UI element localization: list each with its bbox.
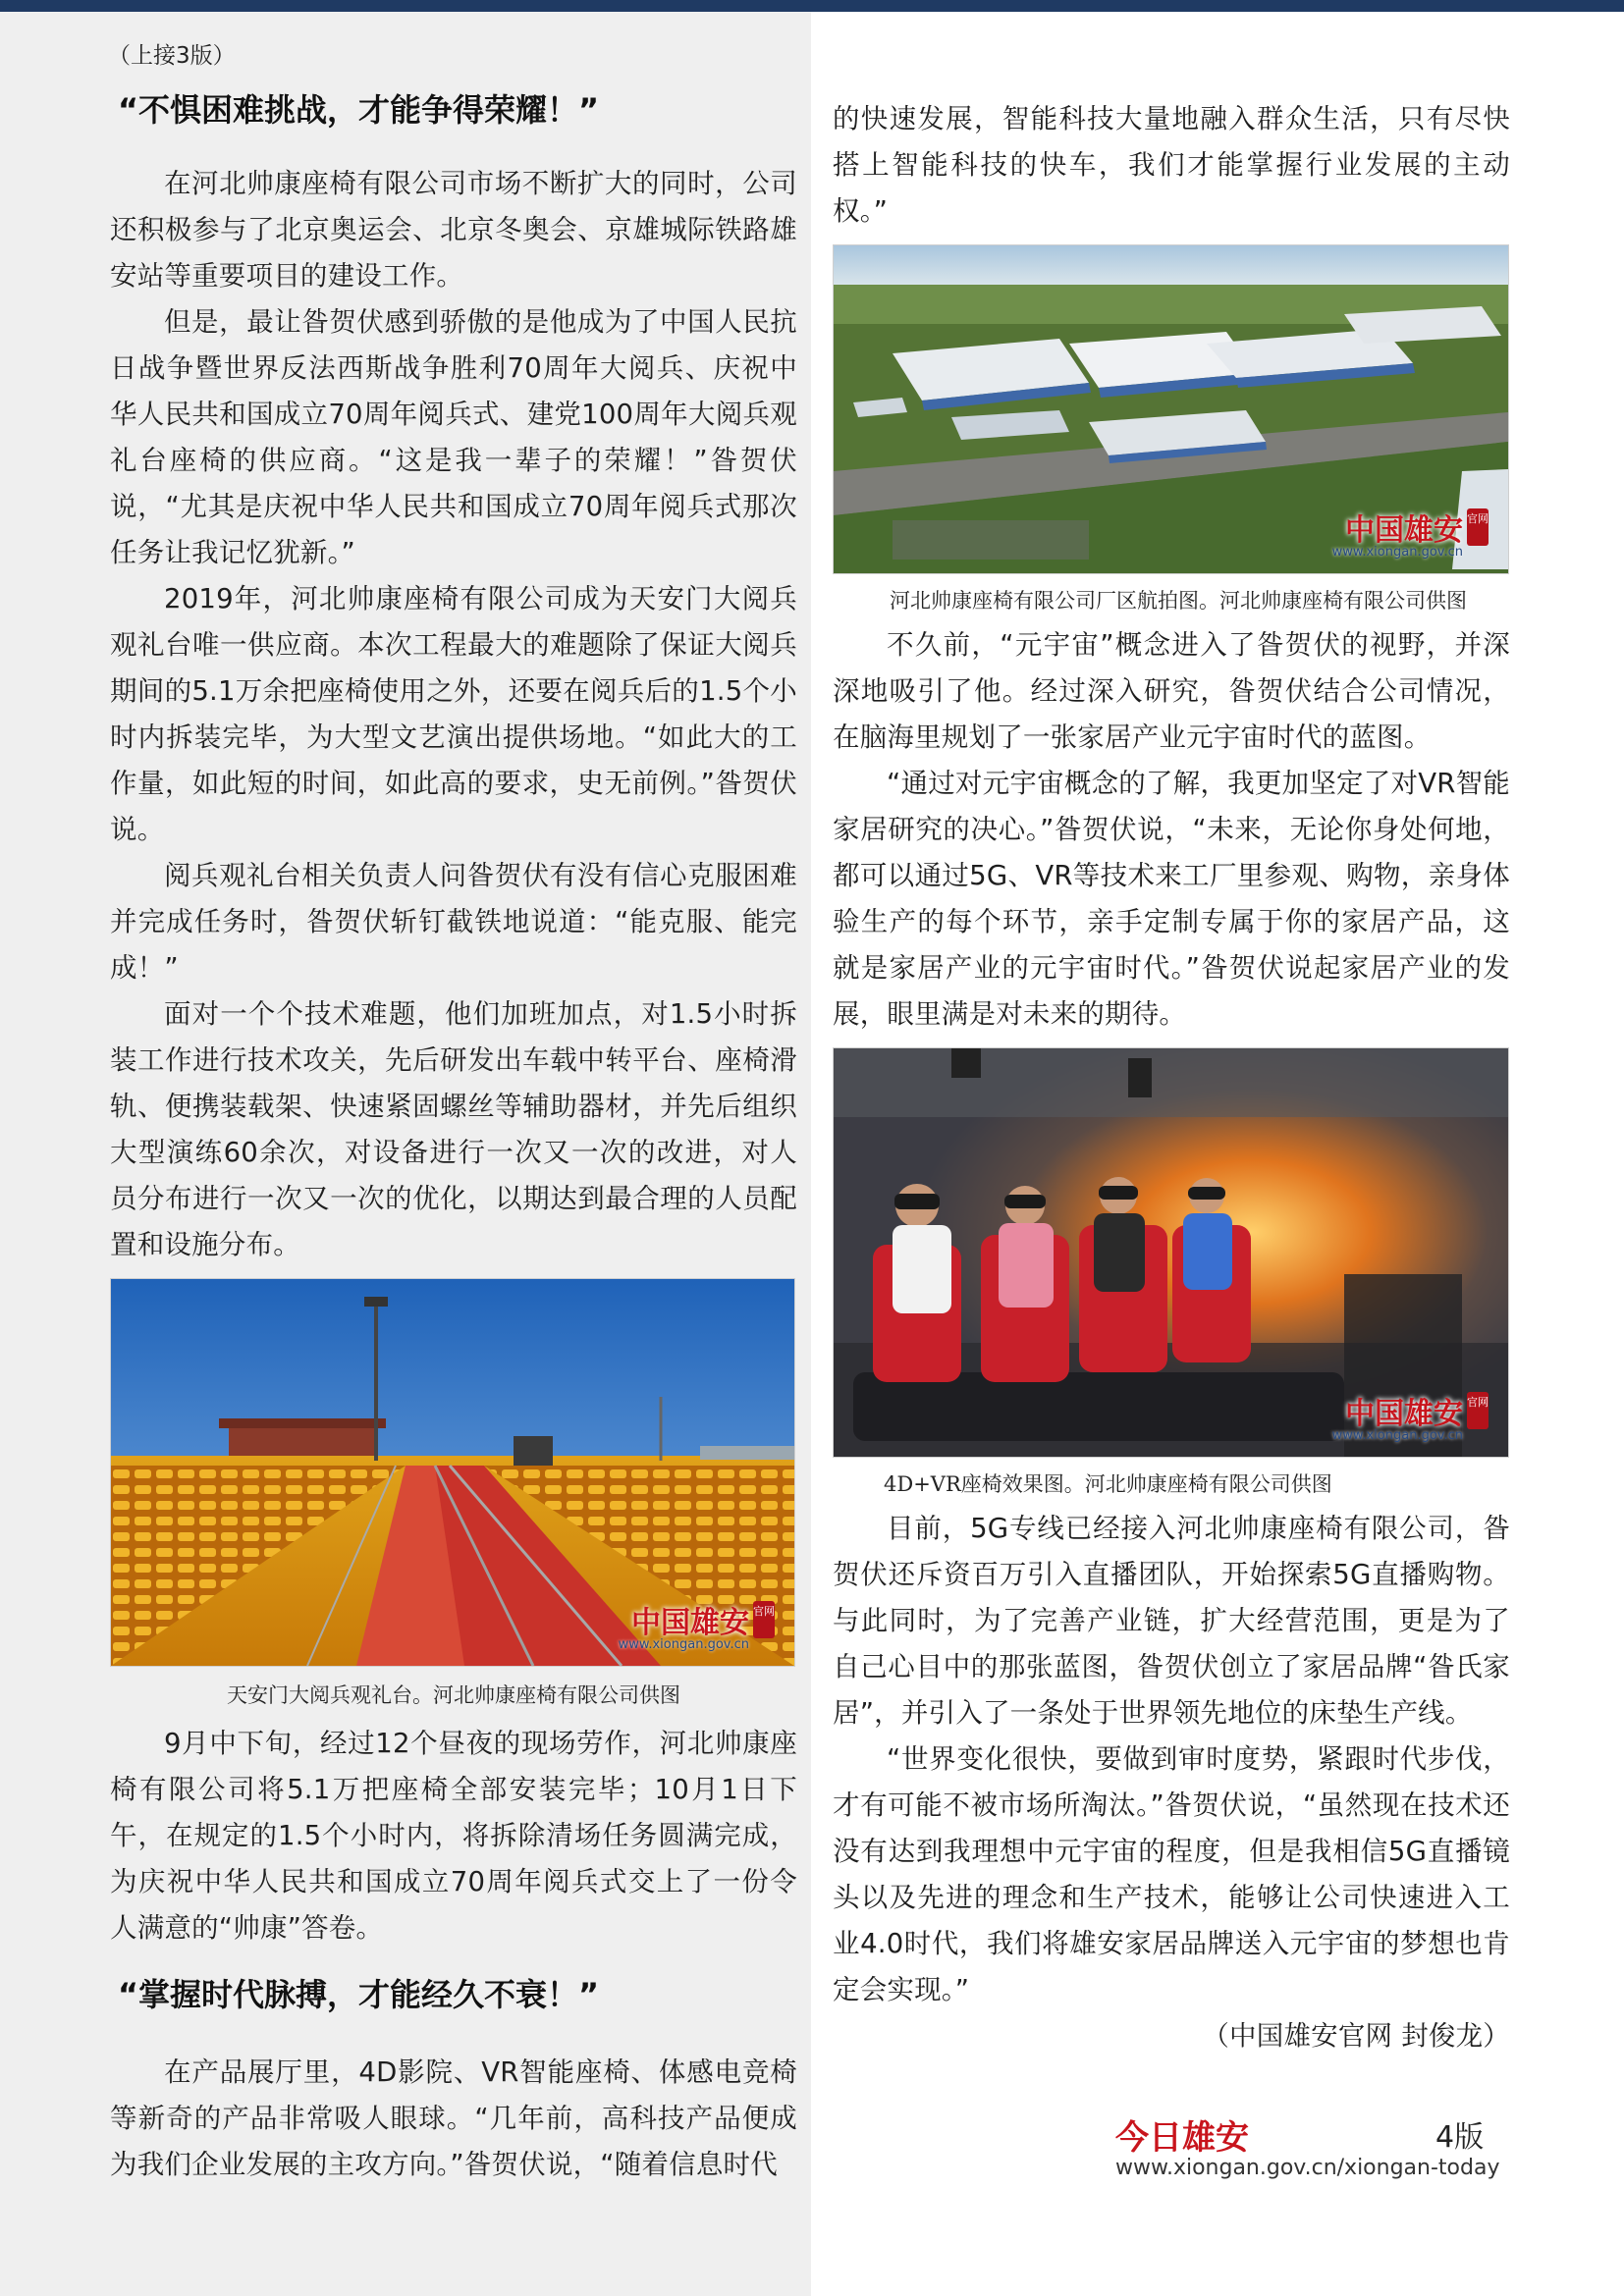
top-bar <box>0 0 1624 12</box>
continuation-note: （上接3版） <box>108 43 236 69</box>
section-heading-1: “不惧困难挑战，才能争得荣耀！” <box>118 91 600 129</box>
photo-caption: 河北帅康座椅有限公司厂区航拍图。河北帅康座椅有限公司供图 <box>890 589 1467 613</box>
article-paragraph: 但是，最让昝贺伏感到骄傲的是他成为了中国人民抗日战争暨世界反法西斯战争胜利70周年大阅兵、庆祝中华人民共和国成立70周年阅兵式、建党100周年大阅兵观礼台座椅的供应商。“这是我一辈子的荣耀！”昝贺伏说，“尤其是庆祝中华人民共和国成立70周年阅兵式那次任务让我记忆犹新。” <box>110 306 797 568</box>
watermark-badge: 官网 <box>1467 508 1489 546</box>
watermark-badge: 官网 <box>1467 1392 1489 1429</box>
footer-url[interactable]: www.xiongan.gov.cn/xiongan-today <box>1115 2156 1500 2180</box>
newspaper-brand: 今日雄安 <box>1115 2118 1249 2158</box>
article-paragraph: 2019年，河北帅康座椅有限公司成为天安门大阅兵观礼台唯一供应商。本次工程最大的难题除了保证大阅兵期间的5.1万余把座椅使用之外，还要在阅兵后的1.5个小时内拆装完毕，为大型文艺演出提供场地。“如此大的工作量，如此短的时间，如此高的要求，史无前例。”昝贺伏说。 <box>110 583 797 845</box>
article-paragraph: 9月中下旬，经过12个昼夜的现场劳作，河北帅康座椅有限公司将5.1万把座椅全部安装完毕；10月1日下午，在规定的1.5个小时内，将拆除清场任务圆满完成，为庆祝中华人民共和国成立70周年阅兵式交上了一份令人满意的“帅康”答卷。 <box>110 1728 797 1944</box>
article-paragraph: 不久前，“元宇宙”概念进入了昝贺伏的视野，并深深地吸引了他。经过深入研究，昝贺伏结合公司情况，在脑海里规划了一张家居产业元宇宙时代的蓝图。 <box>833 629 1510 753</box>
section-heading-2: “掌握时代脉搏，才能经久不衰！” <box>118 1976 600 2013</box>
watermark-badge: 官网 <box>753 1601 775 1638</box>
article-paragraph: 目前，5G专线已经接入河北帅康座椅有限公司，昝贺伏还斥资百万引入直播团队，开始探索5G直播购物。与此同时，为了完善产业链，扩大经营范围，更是为了自己心目中的那张蓝图，昝贺伏创立了家居品牌“昝氏家居”，并引入了一条处于世界领先地位的床垫生产线。 <box>833 1513 1510 1729</box>
photo-caption: 4D+VR座椅效果图。河北帅康座椅有限公司供图 <box>884 1472 1332 1496</box>
site-watermark: 中国雄安 官网 www.xiongan.gov.cn <box>1332 506 1489 560</box>
article-paragraph: 在河北帅康座椅有限公司市场不断扩大的同时，公司还积极参与了北京奥运会、北京冬奥会、京雄城际铁路雄安站等重要项目的建设工作。 <box>110 168 797 292</box>
page-number: 4版 <box>1435 2120 1485 2155</box>
article-byline: （中国雄安官网 封俊龙） <box>1202 2020 1510 2052</box>
photo-caption: 天安门大阅兵观礼台。河北帅康座椅有限公司供图 <box>227 1683 680 1707</box>
article-paragraph: 的快速发展，智能科技大量地融入群众生活，只有尽快搭上智能科技的快车，我们才能掌握行业发展的主动权。” <box>833 103 1510 227</box>
right-column <box>833 96 1510 2059</box>
article-paragraph: “通过对元宇宙概念的了解，我更加坚定了对VR智能家居研究的决心。”昝贺伏说，“未来，无论你身处何地，都可以通过5G、VR等技术来工厂里参观、购物，亲身体验生产的每个环节，亲手定制专属于你的家居产品，这就是家居产业的元宇宙时代。”昝贺伏说起家居产业的发展，眼里满是对未来的期待。 <box>833 768 1510 1030</box>
vr-seat-photo <box>833 1047 1509 1458</box>
article-paragraph: “世界变化很快，要做到审时度势，紧跟时代步伐，才有可能不被市场所淘汰。”昝贺伏说，“虽然现在技术还没有达到我理想中元宇宙的程度，但是我相信5G直播镜头以及先进的理念和生产技术，能够让公司快速进入工业4.0时代，我们将雄安家居品牌送入元宇宙的梦想也肯定会实现。” <box>833 1743 1510 2005</box>
tiananmen-stands-photo <box>110 1278 795 1667</box>
article-paragraph: 在产品展厅里，4D影院、VR智能座椅、体感电竞椅等新奇的产品非常吸人眼球。“几年前，高科技产品便成为我们企业发展的主攻方向。”昝贺伏说，“随着信息时代 <box>110 2056 797 2180</box>
site-watermark: 中国雄安 官网 www.xiongan.gov.cn <box>1332 1389 1489 1443</box>
left-column <box>110 88 797 2188</box>
site-watermark: 中国雄安 官网 www.xiongan.gov.cn <box>619 1598 775 1652</box>
factory-aerial-photo <box>833 244 1509 574</box>
article-paragraph: 阅兵观礼台相关负责人问昝贺伏有没有信心克服困难并完成任务时，昝贺伏斩钉截铁地说道：“能克服、能完成！” <box>110 860 797 984</box>
article-paragraph: 面对一个个技术难题，他们加班加点，对1.5小时拆装工作进行技术攻关，先后研发出车载中转平台、座椅滑轨、便携装载架、快速紧固螺丝等辅助器材，并先后组织大型演练60余次，对设备进行一次又一次的改进，对人员分布进行一次又一次的优化，以期达到最合理的人员配置和设施分布。 <box>110 998 797 1260</box>
